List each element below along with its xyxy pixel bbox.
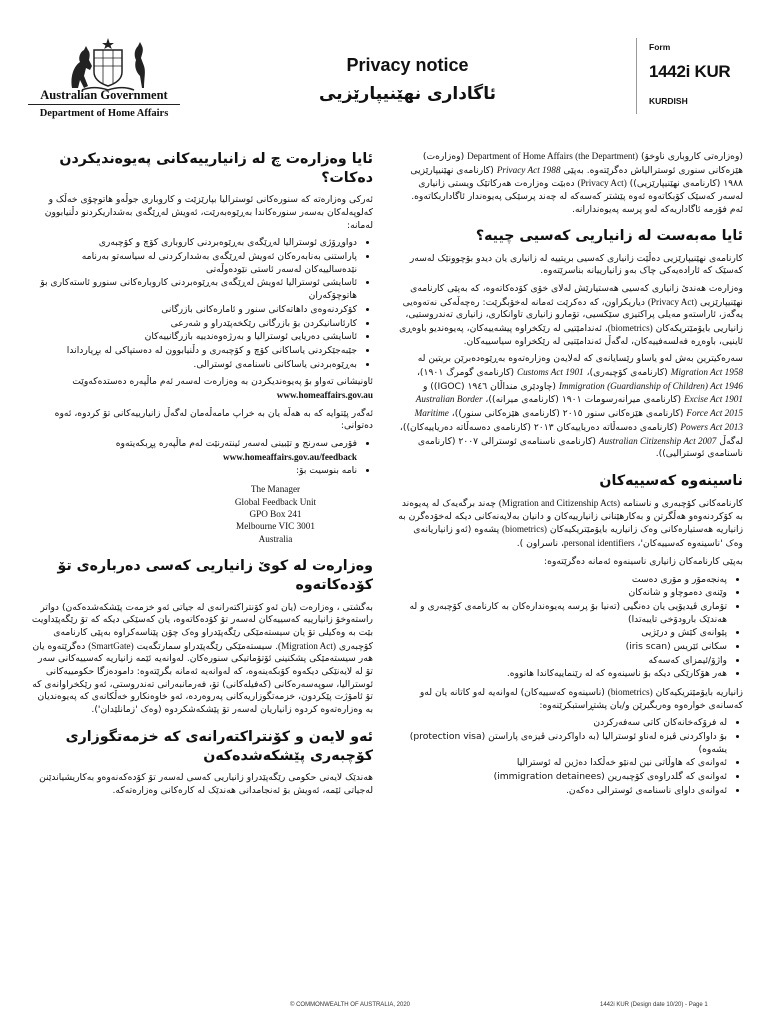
paragraph: زانیاریە بایۆمێتریکیەکان (biometrics) (ناسینەوە کەسییەکان) لەوانەیە لەو کاتانە یان لەو کەسانەی خوارەوە وەربگیرێن و/یان پشتڕاستبکرێنەوە:	[419, 687, 743, 711]
paragraph: هەندێک لایەنی حکومی رێگەپێدراو زانیاریی کەسی لەسەر تۆ کۆدەکەنەوەو بەکاریشیاندێنن لەجیاتی ئێمە، ئەویش بۆ ئەنجامدانی هەندێک لە کارەکانی وەزارەتەکە.	[39, 772, 373, 796]
section-heading-where-collect: وەزارەت لە کوێ زانیاریی کەسی دەربارەی تۆ کۆدەکاتەوە	[57, 558, 373, 594]
address-line: Melbourne VIC 3001	[236, 521, 315, 532]
form-label: Form	[649, 42, 671, 52]
section-heading-personal-info: ئایا مەبەست لە زانیاریی کەسیی چییە؟	[475, 228, 743, 245]
list-item: • پاراستنی بەنابەرەکان ئەویش لەڕێگەی بەشدارکردنی لە سیاسەتو بەرنامە نێدەسالییەکان لەسەر ئاستی نێودەوڵەتی	[28, 251, 357, 276]
list-item: • دواوڕۆژی ئوسترالیا لەڕێگەی بەڕێوەبردنی کاروباری کۆچ و کۆچبەری	[28, 237, 357, 250]
paragraph: کارنامەکانی کۆچبەری و ناسنامە (Migration and Citizenship Acts) چەند برگەیەک لە پەیوەند بە کۆکردنەوەو هەڵگرتن و بەکارهێنانی زانیارییەکان و دانیان بەلایەنەکانی دیکە لەخۆدەگرن بە زانیاریە هەستیارەکانی وەک زانیاریە بایۆمێتریکیەکان (biometrics) پشەوە (ئەو زانیاریانەی وەک 'ناسینەوە کەسییەکان'، personal identifiers، ناسراون ).	[398, 498, 743, 550]
list-intro: بەپێی کارنامەکان زانیاری ناسینەوە ئەمانە دەگرێتەوە:	[544, 555, 743, 567]
list-item: • فۆرمی سەرنج و تێبینی لەسەر ئینتەرنێت لەم ماڵپەرە پڕبکەیتەوە www.homeaffairs.gov.au/feedback	[28, 438, 357, 464]
left-column	[28, 150, 373, 802]
paragraph: وەزارەت هەندێ زانیاری کەسیی هەستیارێش لەلای خۆی کۆدەکاتەوە، کە بەپێی کارنامەی نهێنیپارێزیی (Privacy Act) دیاریکراون، کە دەکرێت ئەمانە لەخۆبگرێت: رەچەڵەکی نەتەوەیی یەگەز، ئاراستەو مەیلی پراکتیزی سێکسیی، تۆمارو زانیاری تاوانکاری، زانیاری تەندروستیی، زانیاریی بایۆمێتریکەکان (biometrics)، ئەندامێتیی لە رێکخراوە پیشەییەکان، پەیوەندیو باوەڕی ئاینیی، باوەڕە فەلسەفییەکان، لەگەڵ ئەندامێتیی لە رێکخراوە سیاسییەکان.	[399, 282, 743, 347]
list-item: • واژۆ/ئیمزای کەسەکە	[398, 655, 727, 668]
list-item: • جێبەجێکردنی یاساکانی کۆچ و کۆچبەری و دڵنیابوون لە دەستپاکی لە بڕیارداندا	[28, 345, 357, 358]
section-heading-why-collect: ئایا وەزارەت چ لە زانیارییەکانی پەیوەندیکردن دەکات؟	[59, 151, 373, 187]
biometric-collection-list	[398, 717, 743, 797]
list-item: • کۆکردنەوەی داهاتەکانی سنور و ئامارەکانی بازرگانی	[28, 304, 357, 317]
list-item: • ئەوانەی داوای ناسنامەی ئوسترالی دەکەن.	[398, 785, 727, 798]
list-item: • بەڕێوەبردنی یاساکانی ناسنامەی ئوسترالی.	[28, 359, 357, 372]
right-column	[398, 150, 743, 803]
address-line: GPO Box 241	[249, 508, 302, 519]
header-divider	[28, 104, 180, 105]
feedback-link[interactable]: www.homeaffairs.gov.au/feedback	[223, 451, 357, 462]
address-line: Australia	[258, 533, 293, 544]
list-item: • ئەوانەی کە گلدراوەی کۆچبەرین (immigration detainees)	[398, 771, 727, 784]
list-item: • کارئاسانیکردن بۆ بازرگانی رێکخەپێدراو و شەرعی	[28, 318, 357, 331]
form-number: 1442i KUR	[649, 62, 731, 81]
list-item: • سکانی ئێریس (iris scan)	[398, 641, 727, 654]
document-title-kurdish: ئاگاداری نهێنیپارێزیی	[319, 84, 496, 104]
list-item: • لە فرۆکەخانەکان کاتی سەفەرکردن	[398, 717, 727, 730]
list-item: • ئاسایشی دەریایی ئوسترالیا و بەرژەوەندییە بازرگانییەکان	[28, 331, 357, 344]
paragraph: ئەرکی وەزارەتە کە سنورەکانی ئوسترالیا بپارێزێت و کاروباری جوڵەو هاتوچۆی خەڵک و کەلوپەلەکان بەسەر سنورەکاندا بەڕێوەبەرێت، ئەویش لەڕێگەی بەشداریکردنو دڵنیابوون لەمانە:	[44, 194, 373, 231]
address-line: Global Feedback Unit	[234, 496, 317, 507]
list-item: • پێوانەی کێش و درێژیی	[398, 627, 727, 640]
form-id-box	[636, 38, 741, 114]
list-item: • ئەوانەی کە هاوڵاتی نین لەنێو خەڵکدا دەژین لە ئوسترالیا	[398, 757, 727, 770]
footer-copyright: © COMMONWEALTH OF AUSTRALIA, 2020	[290, 1002, 410, 1008]
form-language: KURDISH	[649, 96, 688, 106]
coat-of-arms-logo	[62, 36, 154, 92]
website-link[interactable]: www.homeaffairs.gov.au	[276, 389, 373, 400]
paragraph-website: ئاونیشانی تەواو بۆ پەیوەندیکردن بە وەزارەت لەسەر ئەم ماڵپەرە دەستدەکەوێت www.homeaffairs.gov.au	[72, 376, 373, 400]
paragraph: کارنامەی نهێنیپارێزیی دەڵێت زانیاری کەسیی بریتییە لە زانیاری یان دیدو بۆچوونێک لەسەر کەسێک کە ئارادەیەکی چاک بەو زانیارییانە بناسرێتەوە.	[409, 252, 743, 277]
intro-paragraph: (وەزارەتی کاروباری ناوخۆ) Department of Home Affairs (the Department) (وەزارەت) هێزەکانی سنوری ئوسترالیاش دەگرێتەوە. بەپێی Privacy Act 1988 (کارنامەی نهێنیپارێزیی ١٩٨٨ (کارنامەی نهێنیپارێزیی)) (Privacy Act) دەبێت وەزارەت هەرکاتێک ویستی زانیاری لەسەر کەسێک کۆبکاتەوە ئەوە پێشتر کەسەکە لە چەند پرسێکی پەیوەندار ئاگاداربکاتەوە. ئەم فۆرمە ئاگاداریەکە لەو پرسە پەیوەندارانە.	[410, 151, 743, 215]
list-item: • تۆماری ڤیدیۆیی یان دەنگیی (تەنیا بۆ پرسە پەیوەندارەکان بە کارنامەی کۆچبەری و لە هەندێک بارودۆخی تایبەتدا)	[398, 601, 727, 626]
list-item: • پەنجەمۆر و مۆری دەست	[398, 574, 727, 587]
list-item: • وێنەی دەموچاو و شانەکان	[398, 587, 727, 600]
identifiers-list	[398, 574, 743, 682]
section-heading-personal-identifiers: ناسینەوە کەسییەکان	[599, 472, 743, 489]
address-line: The Manager	[250, 484, 301, 495]
list-item: • بۆ داواکردنی ڤیزە لەناو ئوسترالیا (بە داواکردنی ڤیزەی پاراستن (protection visa) یشەوە)	[398, 731, 727, 756]
postal-address	[28, 483, 373, 545]
document-title: Privacy notice	[346, 55, 469, 75]
page-header	[0, 0, 770, 140]
list-item: • ئاسایشی ئوسترالیا ئەویش لەڕێگەی بەڕێوەبردنی کاروبارەکانی سنورو ئاستەکاری بۆ هاتوچۆکەران	[28, 277, 357, 302]
government-name: Australian Government	[40, 88, 168, 102]
paragraph: بەگشتی ، وەزارەت (یان ئەو کۆنتراکتەرانەی لە جیاتی ئەو خزمەت پێشکەشدەکەن) دواتر راستەوخۆ زانیارییە کەسییەکان لەسەر تۆ کۆدەکاتەوە، یان کەسێکی دیکە کە تۆ رێگەپێداویت بێت بە وەکیلی تۆ یان سیستەمێکی رێگەپێدراو وەک چۆن پێناسەکراوە بەپێی کارنامەی کۆچبەری (Migration Act). سیستەمێکی رێگەپێدراو سمارتگەیت (SmartGate) دەگرێتەوە یان هەر سیستەمێکی پشکنینی ئۆتۆماتیکی سنورەکان. لەوانەیە ئێمە زانیاریە کەسییەکانی سەر تۆ لە لایەنێکی دیکەوە کۆبکەینەوە، کە لەوانەیە ئەمانە بگرێتەوە: دامودەزگا حکومییەکانی ئوسترالیا، سوپەسەرەکانی (کەفیلەکانی) تۆ، فەرمانبەرانی تەندروستی، ئەو رێکخراوانەی کە تۆ ئامۆژت پێکردون، خزمەتگوزاریەکانی پەروەردە، ئەو خاوەنکارو خەڵکانەی کە پەیوەندیان بە وەزارەتەوە کردوە زانیاریان لەسەر تۆ پێشکەشکردوە (وەک 'زمانلێدان').	[31, 601, 373, 716]
section-heading-contractors: ئەو لایەن و کۆنتراکتەرانەی کە خزمەتگوزاری کۆچبەری پێشکەشدەکەن	[65, 728, 373, 764]
list-item: • نامە بنوسیت بۆ:	[28, 465, 357, 478]
paragraph: ئەگەر پێتوایە کە بە هەڵە یان بە خراپ مامەڵەمان لەگەڵ زانیارییەکانی تۆ کردوە، ئەوە دەتوانی:	[54, 407, 373, 432]
footer-form-info: 1442i KUR (Design date 10/20) - Page 1	[600, 1002, 708, 1008]
purposes-list	[28, 237, 373, 371]
feedback-options-list	[28, 438, 373, 478]
list-item: • هەر هۆکارێکی دیکە بۆ ناسینەوە کە لە رێنماییەکاندا هاتووە.	[398, 668, 727, 681]
department-name: Department of Home Affairs	[39, 108, 169, 119]
paragraph-legislation: سەرەکیترین بەش لەو یاساو رێسایانەی کە لەلایەن وەزارەتەوە بەڕێوەدەبرێن بریتین لە Migration Act 1958 (کارنامەی کۆچبەری)، Customs Act 1901 (کارنامەی گومرگ ١٩٠١)، Immigration (Guardianship of Children) Act 1946 (چاودێری منداڵان ١٩٤٦ (IGOC)) و Excise Act 1901 (کارنامەی میرانەرسومات ١٩٠١ (کارنامەی میرانە))، Australian Border Force Act 2015 (کارنامەی هێزەکانی سنور ٢٠١٥ (کارنامەی هێزەکانی سنور))، Maritime Powers Act 2013 (کارنامەی دەسەڵاتە دەریاییەکان ٢٠١٣ (کارنامەی دەسەڵاتە دەریاییەکان))، لەگەڵ Australian Citizenship Act 2007 (کارنامەی ناسنامەی ئوسترالی ٢٠٠٧ (کارنامەی ناسنامەی ئوسترالیی)).	[399, 353, 743, 460]
